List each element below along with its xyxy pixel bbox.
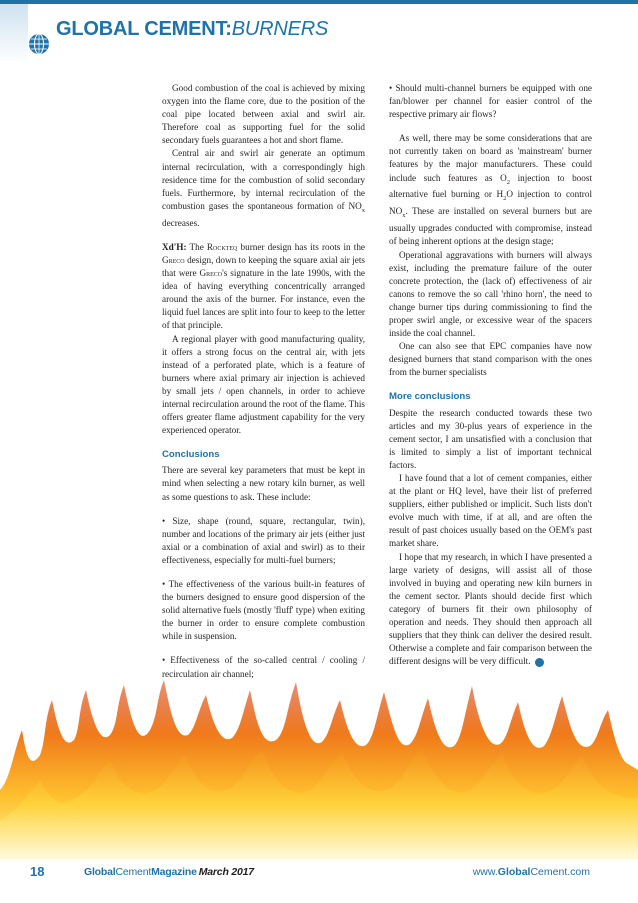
section-heading: More conclusions	[389, 391, 471, 403]
globe-icon	[28, 33, 50, 55]
paragraph: I have found that a lot of cement companies, either at the plant or HQ level, have their list of preferred suppliers, either published or implicit. Such lists don't evolve much with time, if at all, and are often the result of past choices usually based on the OEM's past market share.	[389, 473, 592, 549]
left-column	[162, 82, 365, 681]
header-brand: GLOBAL CEMENT:	[56, 18, 232, 40]
paragraph: One can also see that EPC companies have now designed burners that stand comparison with the ones from the burner specialists	[389, 341, 592, 378]
page-header	[0, 0, 638, 60]
website-link[interactable]: www.GlobalCement.com	[472, 866, 590, 878]
paragraph: I hope that my research, in which I have presented a large variety of designs, will assist all of those involved in buying and operating new kiln burners in the cement sector. Plants should decide first which category of burners fit their own philosophy of operation and needs. They should then approach all suppliers that they think can deliver the desired result. Otherwise a complete and fair comparison between the different designs will be very difficult. GC	[389, 551, 592, 667]
right-column	[389, 82, 592, 668]
header-rule	[0, 0, 638, 4]
page-footer	[0, 855, 638, 895]
bullet-item: • The effectiveness of the various built-in features of the burners designed to ensure good dispersion of the solid alternative fuels (mostly 'fluff' type) when exiting the burner in order to ensure complete combustion while in suspension.	[162, 579, 365, 642]
magazine-name: GlobalCementMagazine March 2017	[84, 866, 254, 878]
paragraph: Despite the research conducted towards these two articles and my 30-plus years of experience in the cement sector, I am unsatisfied with a conclusion that is limited to simply a list of important technical factors.	[389, 407, 592, 470]
paragraph: Good combustion of the coal is achieved by mixing oxygen into the flame core, due to the position of the coal pipe located between axial and swirl air. Therefore coal as supporting fuel for the solid secondary fuels guarantees a hot and short flame.	[162, 83, 365, 146]
paragraph: A regional player with good manufacturing quality, it offers a strong focus on the central air, with jets instead of a perforated plate, which is a feature of burners where axial primary air injection is achieved by small jets / open channels, in order to achieve internal recirculation around the root of the flame. This offers greater flame adjustment capability for the very experienced operator.	[162, 333, 365, 436]
header-title	[56, 18, 328, 41]
bullet-item: • Should multi-channel burners be equipped with one fan/blower per channel for easier control of the respective primary air flows?	[389, 83, 592, 120]
issue-date: March 2017	[198, 866, 254, 878]
paragraph: Xd'H: The Rockteq burner design has its roots in the Greco design, down to keeping the square axial air jets that were Greco's signature in the late 1990s, with the idea of having everything concentrically arranged around the axis of the burner. For instance, even the liquid fuel lances are split into four to keep to the letter of that principle.	[162, 241, 366, 331]
end-mark-icon: GC	[535, 658, 544, 667]
paragraph: Central air and swirl air generate an optimum internal recirculation, with a correspondingly high residence time for the combustion of solid secondary fuels. Furthermore, by internal recirculation of the combustion gases the spontaneous formation of $NO_x$ decreases.	[162, 148, 365, 228]
section-heading: Conclusions	[162, 449, 220, 461]
flames-image	[0, 660, 638, 860]
bullet-item: • Effectiveness of the so-called central / cooling / recirculation air channel;	[162, 655, 365, 679]
bullet-item: • Size, shape (round, square, rectangular, twin), number and locations of the primary air jets (either just axial or a combination of axial and swirl) as to their effectiveness, especially for multi-fuel burners;	[162, 515, 365, 565]
paragraph: Operational aggravations with burners will always exist, including the premature failure of the outer concrete protection, the (lack of) effectiveness of air canons to remove the so call 'rhino horn', the need to change burner tips during commissioning to find the proper swirl angle, or excessive wear of the spacers inside the coal channel.	[389, 249, 592, 339]
header-section: BURNERS	[231, 18, 329, 40]
paragraph: There are several key parameters that must be kept in mind when selecting a new rotary kiln burner, as well as some questions to ask. These include:	[162, 465, 365, 502]
paragraph: As well, there may be some considerations that are not currently taken on board as 'mainstream' burner features by the major manufacturers. These could include such features as $O_2$ injection to boost alternative fuel burning or $H_2O$ injection to control $NO_x$. These are installed on several burners but are usually upgrades conducted with compromise, instead of being inherent options at the design stage;	[389, 133, 593, 247]
page-number: 18	[30, 864, 45, 879]
header-swoosh	[0, 4, 28, 64]
